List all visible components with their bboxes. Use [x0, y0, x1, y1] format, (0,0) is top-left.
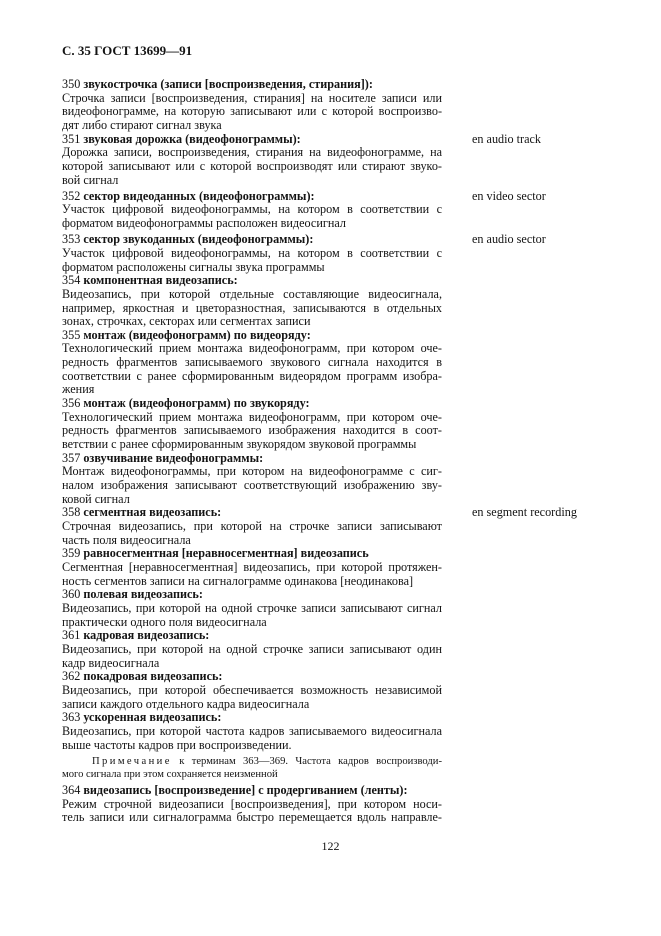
page-number: 122	[321, 839, 340, 853]
term-entry	[62, 274, 442, 329]
term-number: 355	[62, 327, 81, 342]
term-entry	[62, 505, 577, 547]
term-heading	[62, 133, 442, 147]
definition-line: тель записи или сигналограмма быстро перемещается вдоль направле-	[62, 810, 442, 825]
definition-line: соответствии с ранее сформированным видеорядом программ изобра-	[62, 368, 442, 383]
term-heading	[62, 588, 442, 602]
term-name: полевая видеозапись:	[83, 587, 203, 602]
term-name: монтаж (видеофонограмм) по видеоряду:	[83, 327, 311, 342]
term-heading	[62, 711, 442, 725]
term-number: 354	[62, 273, 81, 288]
term-entry	[62, 670, 442, 711]
term-heading	[62, 397, 442, 411]
definition-line: ковой сигнал	[62, 491, 130, 506]
term-name: сектор звукоданных (видеофонограммы):	[83, 232, 314, 247]
definition-line: выше частоты кадров при воспроизведении.	[62, 737, 292, 752]
definition-line: Монтаж видеофонограммы, при котором на видеофонограмме с сиг-	[62, 464, 442, 479]
term-entry	[62, 329, 442, 397]
term-number: 359	[62, 546, 81, 561]
document-body	[62, 77, 577, 825]
definition-line: Видеозапись, при которой обеспечивается возможность независимой	[62, 682, 442, 697]
term-entry	[62, 232, 546, 274]
term-entry	[62, 588, 442, 629]
note	[62, 755, 442, 781]
term-number: 351	[62, 131, 81, 146]
term-heading	[62, 506, 442, 520]
term-name: монтаж (видеофонограмм) по звукоряду:	[83, 396, 310, 411]
definition-line: ветствии с ранее сформированным звукорядом звуковой программы	[62, 437, 417, 452]
term-entry	[62, 547, 442, 588]
term-number: 350	[62, 77, 81, 91]
definition-line: зонах, строчках, секторах или сегментах записи	[62, 314, 311, 329]
page-header: С. 35 ГОСТ 13699—91	[62, 43, 193, 58]
term-number: 364	[62, 782, 81, 797]
term-number: 360	[62, 587, 81, 602]
definition-line: которой записывают или с которой воспроизводят или стирают звуко-	[62, 158, 442, 173]
term-name: сегментная видеозапись:	[83, 505, 222, 520]
definition-line: ность сегментов записи на сигналограмме одинакова [неодинакова]	[62, 573, 414, 588]
term-list-continued	[62, 784, 442, 825]
en-equivalent: en audio track	[472, 131, 542, 146]
term-heading	[62, 274, 442, 288]
definition-line: практически одного поля видеосигнала	[62, 614, 267, 629]
term-number: 358	[62, 505, 81, 520]
note-label: Примечание	[92, 756, 172, 768]
term-heading	[62, 452, 442, 466]
term-heading	[62, 547, 442, 561]
term-entry	[62, 629, 442, 670]
definition-line: Строчная видеозапись, при которой на строчке записи записывают	[62, 519, 442, 533]
definition-line: Видеозапись, при которой на одной строчке записи записывают один	[62, 641, 442, 656]
term-heading	[62, 784, 442, 798]
en-equivalent: en audio sector	[472, 232, 546, 247]
definition-line: Видеозапись, при которой частота кадров записываемого видеосигнала	[62, 723, 442, 738]
definition-line: Режим строчной видеозаписи [воспроизведения], при котором носи-	[62, 796, 442, 811]
definition-line: редность фрагментов записываемого звукового сигнала находится в	[62, 355, 442, 370]
term-entry	[62, 131, 542, 188]
definition-line: Участок цифровой видеофонограммы, на котором в соответствии с	[62, 202, 442, 217]
term-entry	[62, 784, 442, 825]
term-number: 362	[62, 669, 81, 684]
definition-line: редность фрагментов записываемого изображения находится в соот-	[62, 423, 442, 438]
note-line: мого сигнала при этом сохраняется неизменной	[62, 769, 278, 781]
definition-line: форматом видеофонограммы расположен видеосигнал	[62, 216, 346, 231]
definition-line: Участок цифровой видеофонограммы, на котором в соответствии с	[62, 245, 442, 260]
definition-line: Видеозапись, при которой на одной строчке записи записывают сигнал	[62, 600, 442, 615]
term-list	[62, 77, 577, 752]
definition-line: например, яркостная и цветоразностная, записываются в отдельных	[62, 300, 442, 315]
term-number: 352	[62, 188, 81, 203]
en-equivalent: en video sector	[472, 188, 546, 203]
term-name: сектор видеоданных (видеофонограммы):	[83, 188, 315, 203]
definition-line: записи каждого отдельного кадра видеосигнала	[62, 696, 310, 711]
term-heading	[62, 233, 442, 247]
term-number: 356	[62, 396, 81, 411]
term-name: равносегментная [неравносегментная] видеозапись	[83, 546, 369, 561]
term-name: видеозапись [воспроизведение] с продергиванием (ленты):	[83, 782, 408, 797]
definition-line: часть поля видеосигнала	[62, 532, 191, 547]
definition-line: видеофонограмме, на которую записывают или с которой воспроизво-	[62, 104, 442, 119]
term-heading	[62, 329, 442, 343]
definition-line: жения	[62, 382, 95, 397]
term-name: звукострочка (записи [воспроизведения, стирания]):	[83, 77, 373, 91]
term-number: 361	[62, 628, 81, 643]
definition-line: форматом расположены сигналы звука программы	[62, 259, 325, 274]
term-heading	[62, 78, 442, 92]
definition-line: Технологический прием монтажа видеофонограмм, при котором оче-	[62, 341, 442, 356]
definition-line: дят либо стирают сигнал звука	[62, 117, 222, 132]
term-name: звуковая дорожка (видеофонограммы):	[83, 131, 301, 146]
term-entry	[62, 711, 442, 752]
definition-line: Сегментная [неравносегментная] видеозапись, при которой протяжен-	[62, 559, 442, 574]
term-name: кадровая видеозапись:	[83, 628, 210, 643]
term-name: компонентная видеозапись:	[83, 273, 238, 288]
term-number: 357	[62, 450, 81, 465]
term-name: покадровая видеозапись:	[83, 669, 223, 684]
term-entry	[62, 452, 442, 507]
term-entry	[62, 397, 442, 452]
term-heading	[62, 629, 442, 643]
definition-line: Видеозапись, при которой отдельные составляющие видеосигнала,	[62, 286, 442, 301]
definition-line: Технологический прием монтажа видеофонограмм, при котором оче-	[62, 409, 442, 424]
term-entry	[62, 78, 442, 133]
definition-line: вой сигнал	[62, 172, 119, 187]
term-number: 363	[62, 710, 81, 725]
en-equivalent: en segment recording	[472, 505, 577, 520]
note-text: к терминам 363—369. Частота кадров воспроизводи-	[179, 756, 443, 768]
definition-line: Дорожка записи, воспроизведения, стирания на видеофонограмме, на	[62, 145, 442, 160]
definition-line: налом изображения записывают соответствующий изображению зву-	[62, 478, 442, 493]
term-entry	[62, 188, 546, 231]
definition-line: Строчка записи [воспроизведения, стирания] на носителе записи или	[62, 90, 442, 105]
definition-line: кадр видеосигнала	[62, 655, 160, 670]
term-heading	[62, 190, 442, 204]
term-number: 353	[62, 232, 81, 247]
term-name: озвучивание видеофонограммы:	[83, 450, 264, 465]
term-name: ускоренная видеозапись:	[83, 710, 222, 725]
term-heading	[62, 670, 442, 684]
note-line	[62, 755, 442, 768]
